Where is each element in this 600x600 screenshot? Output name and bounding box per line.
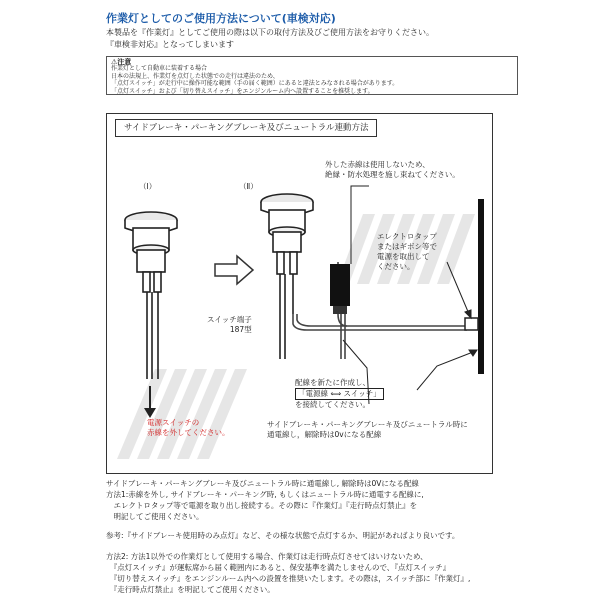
body-line-2: 方法1:赤線を外し, サイドブレーキ・パーキング時, もしくはニュートラル時に通電する配線に, (106, 490, 424, 499)
switch-ii-illustration (261, 194, 313, 359)
body-line-6: 方法2: 方法1以外での作業灯として使用する場合、作業灯は走行時点灯させてはいけないため、 (106, 552, 428, 561)
page-title: 作業灯としてのご使用方法について(車検対応) (106, 12, 336, 25)
warning-line: 「点灯スイッチ」および「切り替えスイッチ」をエンジンルーム内へ設置することを推奨します。 (111, 87, 374, 95)
note-line: エレクトロタップ (377, 232, 437, 241)
body-line-1: サイドブレーキ・パーキングブレーキ及びニュートラル時に通電線し, 解除時は0Vになる配線 (106, 479, 419, 488)
note-line: ください。 (377, 262, 415, 271)
note-cut-wire (325, 160, 460, 180)
note-rewire (295, 378, 384, 410)
note-line: 通電線し，解除時は0vになる配線 (267, 430, 382, 439)
note-line: を接続してください。 (295, 400, 370, 409)
body-line-9: 『走行時点灯禁止』を明記してご使用ください。 (106, 585, 275, 594)
electro-tap-box (330, 264, 350, 314)
note-electro-tap (377, 232, 437, 272)
note-line: 「電源線 ⟺ スイッチ」 (295, 388, 384, 400)
intro-text (106, 27, 434, 51)
diagram-title: サイドブレーキ・パーキングブレーキ及びニュートラル連動方法 (115, 119, 377, 137)
warning-line: 作業灯として自動車に装着する場合 (111, 65, 208, 72)
warning-line: 日本の法規上、作業灯を点灯した状態での走行は違法のため、 (111, 72, 279, 80)
warning-notice-box (106, 56, 518, 95)
body-line-7: 『点灯スイッチ』が運転席から届く範囲内にあると、保安基準を満たしませんので、『点灯スイッチ』 (106, 563, 451, 572)
note-line: 外した赤線は使用しないため、 (325, 160, 430, 169)
note-line: サイドブレーキ・パーキングブレーキ及びニュートラル時に (267, 420, 468, 429)
right-arrow (215, 256, 253, 284)
note-line: 絶縁・防水処理を施し束ねてください。 (325, 170, 460, 179)
note-line: 電源を取出して (377, 252, 430, 261)
note-line: 187型 (229, 325, 252, 334)
note-brake-wire (267, 420, 468, 440)
body-line-8: 『切り替えスイッチ』をエンジンルーム内への設置を推奨いたします。その際は，スイッチ部に『作業灯』, (106, 574, 471, 583)
note-switch-terminal (207, 315, 252, 335)
warning-heading: ⚠注意 (111, 58, 132, 66)
label-step-ii: （Ⅱ） (239, 182, 258, 191)
warning-lines (111, 65, 398, 95)
note-line: またはギボシ等で (377, 242, 437, 251)
body-line-3: エレクトロタップ等で電源を取り出し接続する。その際に『作業灯』『走行時点灯禁止』を (106, 501, 418, 510)
warning-line: 「点灯スイッチ」が走行中に操作可能な範囲（手の届く範囲）にあると違法とみなされる場合があります。 (111, 80, 399, 87)
note-remove-red-wire (147, 418, 230, 438)
note-line: スイッチ端子 (207, 315, 252, 324)
body-line-5: 参考:『サイドブレーキ使用時のみ点灯』など、その様な状態で点灯するか、明記があればより良いです。 (106, 531, 460, 540)
intro-line-1: 本製品を『作業灯』としてご使用の際は以下の取付方法及びご使用方法をお守りください。 (106, 28, 434, 37)
body-line-4: 明記してご使用ください。 (106, 512, 204, 521)
note-line: 配線を新たに作成し、 (295, 378, 370, 387)
note-line: 電源スイッチの (147, 418, 200, 427)
intro-line-2: 『車検非対応』となってしまいます (106, 40, 234, 49)
note-line: 赤線を外してください。 (147, 428, 230, 437)
label-step-i: （Ⅰ） (139, 182, 157, 191)
wiring-diagram (106, 113, 493, 474)
switch-i-illustration (125, 212, 177, 379)
